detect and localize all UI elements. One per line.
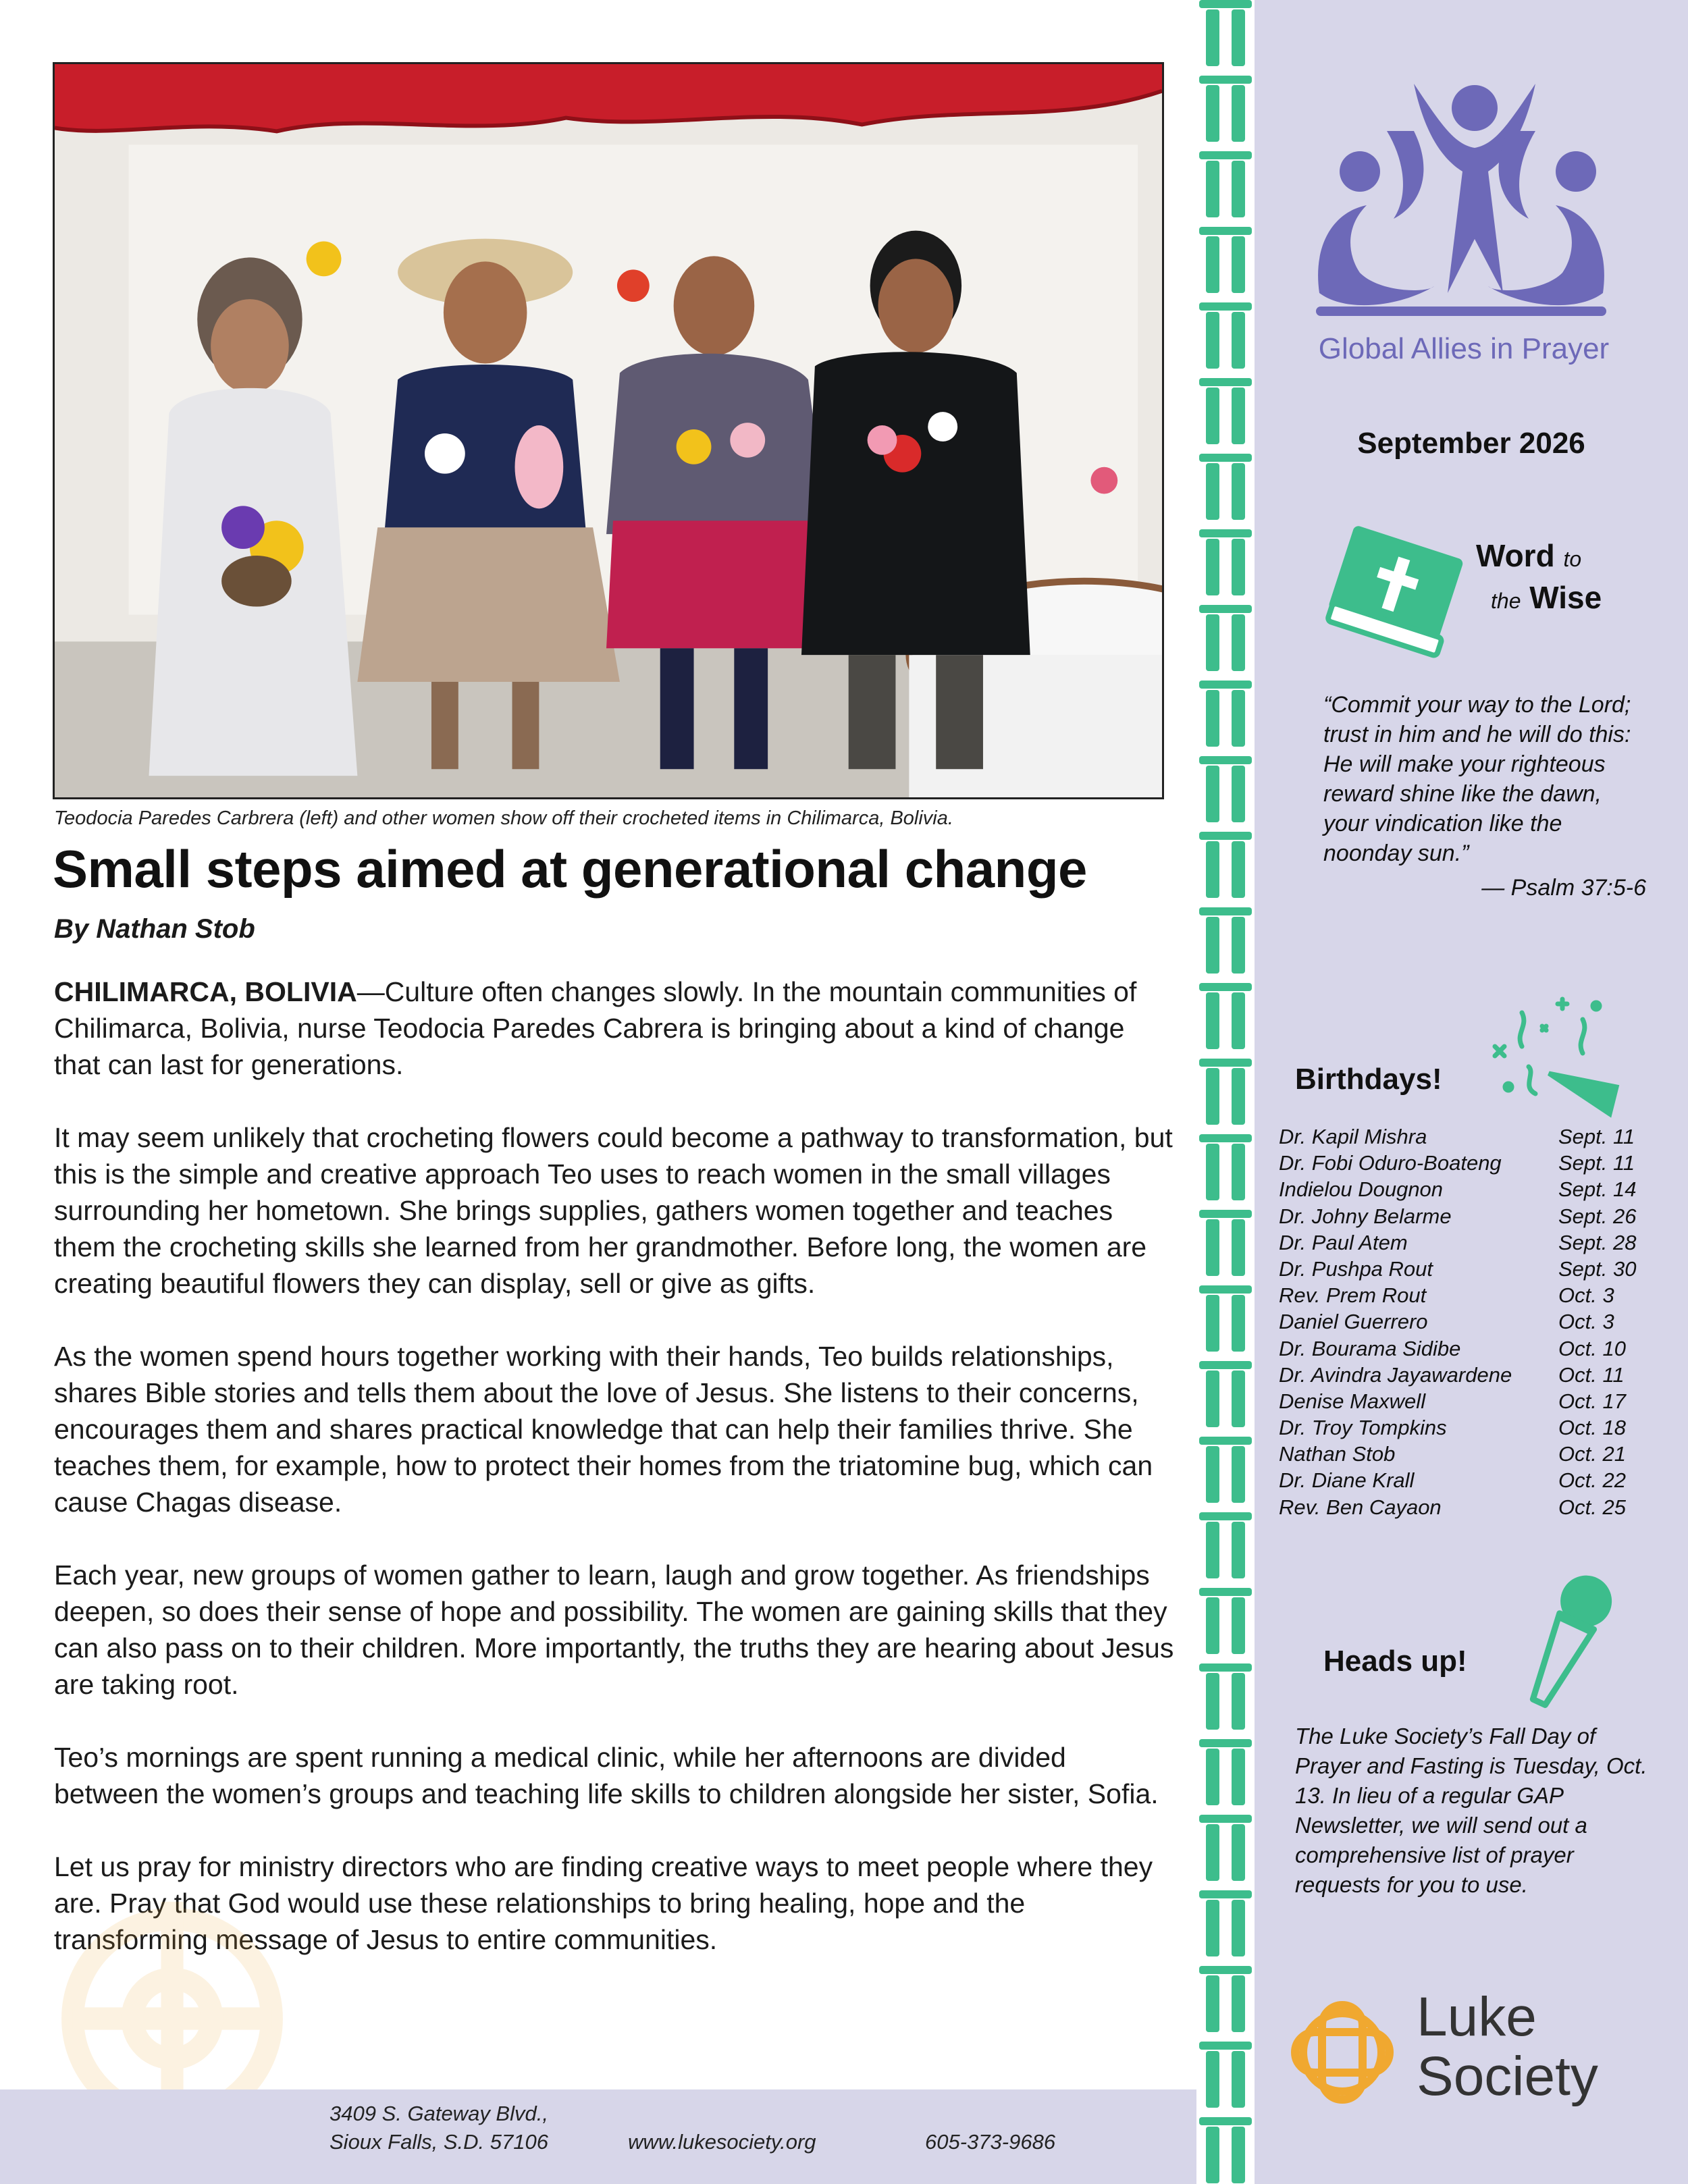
footer-website-link[interactable]: www.lukesociety.org [628,2130,816,2154]
birthday-row [1279,1229,1670,1256]
issue-date: September 2026 [1357,427,1585,460]
birthday-date: Sept. 26 [1558,1204,1637,1228]
birthday-name: Dr. Pushpa Rout [1279,1256,1433,1281]
article-photo [53,62,1164,799]
birthday-row [1279,1203,1670,1229]
birthday-row [1279,1282,1670,1308]
bible-icon [1302,525,1477,660]
footer-phone: 605-373-9686 [925,2130,1056,2154]
word-title-the: the [1491,589,1521,613]
article-body [54,974,1175,1994]
birthday-row [1279,1176,1670,1202]
birthday-date: Oct. 3 [1558,1283,1614,1308]
microphone-icon [1506,1565,1620,1720]
brand-line2: Society [1417,2046,1598,2107]
article-byline: By Nathan Stob [54,914,255,944]
word-to-the-wise-title-line2 [1491,579,1602,616]
footer-address-line2: Sioux Falls, S.D. 57106 [329,2130,548,2154]
birthday-row [1279,1308,1670,1335]
brand-line1: Luke [1417,1986,1537,2048]
birthday-row [1279,1388,1670,1414]
word-title-word: Word [1476,538,1555,573]
birthday-date: Oct. 18 [1558,1416,1626,1440]
birthday-name: Nathan Stob [1279,1442,1396,1466]
article-paragraph: Teo’s mornings are spent running a medical clinic, while her afternoons are divided between the women’s groups and teaching life skills to children alongside her sister, Sofia. [54,1742,1159,1809]
birthday-name: Dr. Johny Belarme [1279,1204,1452,1228]
luke-society-brand [1417,1988,1598,2106]
birthday-name: Dr. Diane Krall [1279,1468,1415,1493]
scripture-reference: — Psalm 37:5-6 [1481,875,1646,901]
birthday-date: Oct. 17 [1558,1389,1626,1413]
birthday-row [1279,1414,1670,1441]
birthday-date: Sept. 28 [1558,1230,1637,1254]
birthday-name: Dr. Avindra Jayawardene [1279,1362,1512,1387]
birthday-row [1279,1256,1670,1282]
gap-org-name: Global Allies in Prayer [1318,332,1610,365]
birthday-date: Oct. 10 [1558,1336,1626,1360]
birthday-row [1279,1335,1670,1362]
scripture-verse: “Commit your way to the Lord; trust in him and he will do this: He will make your righteous reward shine like the dawn, your vindication like the noonday sun.” [1323,692,1631,866]
word-title-wise: Wise [1529,580,1602,615]
luke-society-cross-icon [1282,1992,1403,2113]
article-paragraph: As the women spend hours together working with their hands, Teo builds relationships, shares Bible stories and tells them about the love of Jesus. She listens to their concerns, encourages them and shares practical knowledge that can help their families thrive. She teaches them, for example, how to protect their homes from the triatomine bug, which can cause Chagas disease. [54,1341,1153,1518]
birthday-date: Oct. 3 [1558,1310,1614,1334]
birthday-name: Denise Maxwell [1279,1389,1426,1413]
birthday-name: Rev. Ben Cayaon [1279,1495,1442,1519]
birthday-name: Dr. Bourama Sidibe [1279,1336,1461,1360]
birthday-row [1279,1150,1670,1176]
birthday-row [1279,1494,1670,1520]
birthday-name: Daniel Guerrero [1279,1310,1428,1334]
article-dateline: CHILIMARCA, BOLIVIA [54,976,357,1007]
article-paragraph: Let us pray for ministry directors who are finding creative ways to meet people where they are. Pray that God would use these relationships to bring healing, hope and the transforming message of Jesus to entire communities. [54,1851,1153,1955]
birthday-date: Oct. 11 [1558,1362,1625,1387]
photo-caption: Teodocia Paredes Carbrera (left) and other women show off their crocheted items in Chilimarca, Bolivia. [54,807,953,829]
birthdays-list [1279,1123,1670,1520]
sidebar [1255,0,1688,2184]
birthday-row [1279,1441,1670,1467]
birthday-row [1279,1362,1670,1388]
article-paragraph-text: —Culture often changes slowly. In the mountain communities of Chilimarca, Bolivia, nurse Teodocia Paredes Cabrera is bringing about a kind of change that can last for generations. [54,976,1137,1080]
gap-logo-icon [1306,70,1616,327]
birthday-date: Sept. 14 [1558,1177,1637,1202]
birthday-name: Dr. Paul Atem [1279,1230,1408,1254]
party-popper-icon [1481,986,1623,1127]
heads-up-text: The Luke Society’s Fall Day of Prayer and Fasting is Tuesday, Oct. 13. In lieu of a regular GAP Newsletter, we will send out a comprehensive list of prayer requests for you to use. [1295,1724,1647,1897]
birthday-date: Oct. 22 [1558,1468,1626,1493]
birthday-name: Indielou Dougnon [1279,1177,1444,1202]
birthday-date: Sept. 30 [1558,1256,1637,1281]
heads-up-title: Heads up! [1323,1645,1467,1678]
birthday-row [1279,1467,1670,1493]
article-paragraph: It may seem unlikely that crocheting flowers could become a pathway to transformation, but this is the simple and creative approach Teo uses to reach women in the small villages surrounding her hometown. She brings supplies, gathers women together and teaches them the crocheting skills she learned from her grandmother. Before long, the women are creating beautiful flowers they can display, sell or give as gifts. [54,1122,1173,1299]
birthday-name: Rev. Prem Rout [1279,1283,1427,1308]
birthday-date: Oct. 21 [1558,1442,1626,1466]
birthdays-title: Birthdays! [1295,1063,1442,1096]
birthday-date: Sept. 11 [1558,1125,1635,1148]
footer-band [0,2089,1196,2184]
birthday-name: Dr. Troy Tompkins [1279,1416,1447,1440]
word-title-to: to [1563,547,1582,571]
word-to-the-wise-title-line1 [1476,537,1581,574]
article-headline: Small steps aimed at generational change [53,839,1087,899]
article-paragraph: Each year, new groups of women gather to learn, laugh and grow together. As friendships deepen, so does their sense of hope and possibility. The women are gaining skills that they can also pass on to their children. More importantly, the truths they are hearing about Jesus are taking root. [54,1560,1174,1700]
decorative-divider [1196,0,1255,2184]
birthday-name: Dr. Fobi Oduro-Boateng [1279,1151,1502,1175]
birthday-name: Dr. Kapil Mishra [1279,1125,1427,1148]
birthday-row [1279,1123,1670,1150]
article-paragraph [54,974,1175,1083]
footer-address-line1: 3409 S. Gateway Blvd., [329,2102,548,2125]
birthday-date: Oct. 25 [1558,1495,1626,1519]
birthday-date: Sept. 11 [1558,1151,1635,1175]
